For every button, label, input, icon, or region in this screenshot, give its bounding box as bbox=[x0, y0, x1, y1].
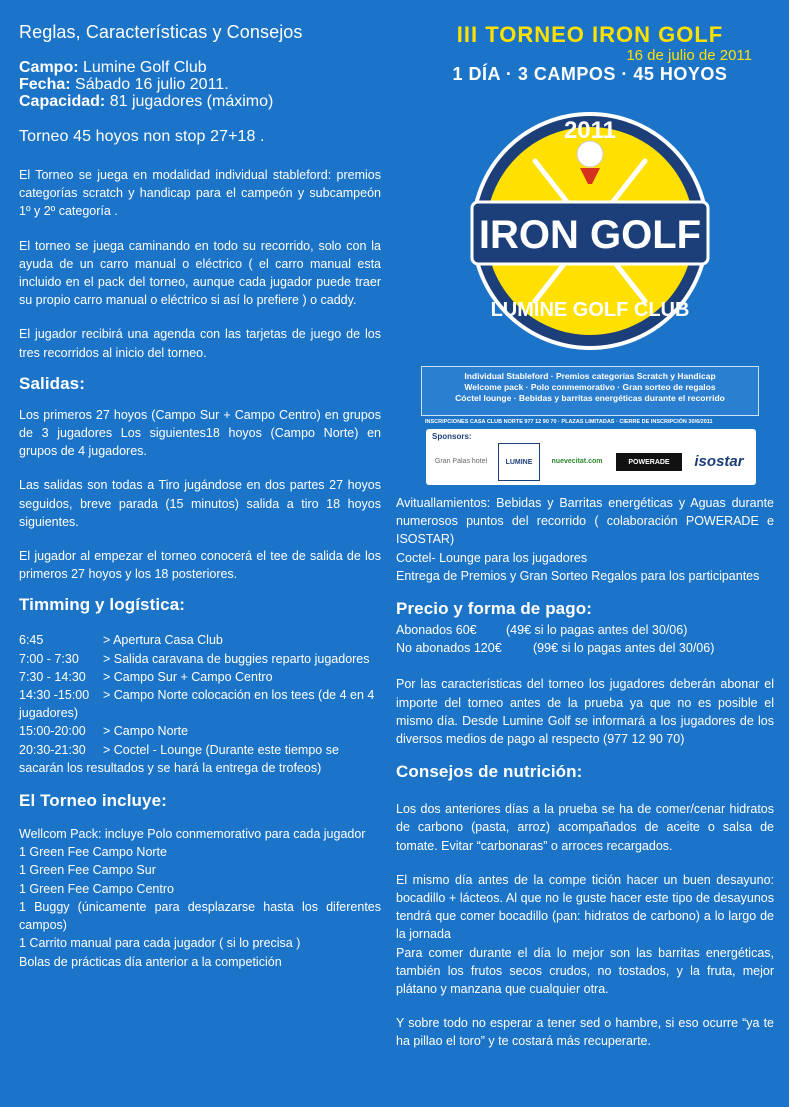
sponsors-box bbox=[426, 429, 756, 485]
paragraph-salidas-tee: El jugador al empezar el torneo conocerá el tee de salida de los primeros 27 hoyos y los 18 posteriores. bbox=[19, 549, 381, 582]
timeline-time: 6:45 bbox=[19, 633, 44, 648]
abonados-note: (49€ si lo pagas antes del 30/06) bbox=[506, 623, 688, 638]
torneo-title: Torneo 45 hoyos non stop 27+18 . bbox=[19, 128, 265, 145]
list-item: Wellcom Pack: incluye Polo conmemorativo para cada jugador bbox=[19, 827, 366, 842]
precio-no-abonados bbox=[396, 639, 774, 657]
iron-golf-logo bbox=[440, 106, 740, 356]
fecha-label: Fecha: bbox=[19, 76, 71, 93]
timeline-row bbox=[19, 722, 381, 740]
capacidad-value: 81 jugadores (máximo) bbox=[105, 93, 274, 110]
timeline-row bbox=[19, 741, 381, 777]
poster-header bbox=[410, 22, 770, 85]
capacidad-label: Capacidad: bbox=[19, 93, 106, 110]
paragraph-nutricion-4: Y sobre todo no esperar a tener sed o hambre, si eso ocurre “ya te ha pillao el toro” y te costará más recuperarte. bbox=[396, 1016, 774, 1049]
timeline-time: 7:00 - 7:30 bbox=[19, 651, 79, 666]
list-item: 1 Carrito manual para cada jugador ( si lo precisa ) bbox=[19, 936, 301, 951]
paragraph-agenda: El jugador recibirá una agenda con las tarjetas de juego de los tres recorridos al inicio del torneo. bbox=[19, 327, 381, 360]
paragraph-nutricion-1: Los dos anteriores días a la prueba se ha de comer/cenar hidratos de carbono (pasta, arroz) acompañados de aceite o salsa de tomate. Evitar “carbonaras” o arroces recargados. bbox=[396, 802, 774, 853]
campo-value: Lumine Golf Club bbox=[78, 59, 207, 76]
feature-line: Individual Stableford · Premios categorías Scratch y Handicap bbox=[464, 371, 716, 381]
timeline-desc: > Campo Sur + Campo Centro bbox=[103, 669, 273, 684]
paragraph-salidas-grupos: Los primeros 27 hoyos (Campo Sur + Campo Centro) en grupos de 3 jugadores Los siguientes18 hoyos (Campo Norte) en grupos de 4 jugadores. bbox=[19, 407, 381, 459]
paragraph-premios: Entrega de Premios y Gran Sorteo Regalos para los participantes bbox=[396, 568, 760, 583]
precio-title: Precio y forma de pago: bbox=[396, 599, 592, 619]
logo-name: IRON GOLF bbox=[478, 213, 702, 257]
logo-club: LUMINE GOLF CLUB bbox=[490, 299, 690, 321]
inscripciones-note: INSCRIPCIONES CASA CLUB NORTE 977 12 90 70 · PLAZAS LIMITADAS · CIERRE DE INSCRIPCIÓN 30/6/2011 bbox=[425, 419, 713, 425]
poster-subtitle: 1 DÍA · 3 CAMPOS · 45 HOYOS bbox=[452, 64, 728, 84]
no-abonados-price: No abonados 120€ bbox=[396, 641, 502, 656]
sponsor-nuevecitat: nuevecitat.com bbox=[551, 457, 603, 465]
poster-date: 16 de julio de 2011 bbox=[626, 47, 752, 64]
timeline-time: 7:30 - 14:30 bbox=[19, 669, 86, 684]
timeline bbox=[19, 631, 381, 777]
list-item: Bolas de prácticas día anterior a la competición bbox=[19, 954, 282, 969]
no-abonados-note: (99€ si lo pagas antes del 30/06) bbox=[533, 641, 715, 656]
paragraph-nutricion-2: El mismo día antes de la compe tición hacer un buen desayuno: bocadillo + lácteos. Al que no le guste hacer este tipo de desayunos tendrá que comer bocadillo (pan: hidratos de carbono) a lo largo de la jornada bbox=[396, 872, 774, 942]
event-info bbox=[19, 59, 381, 110]
sponsor-gran-palas: Gran Palas hotel bbox=[434, 457, 488, 465]
timeline-desc: > Salida caravana de buggies reparto jugadores bbox=[103, 651, 370, 666]
paragraph-modalidad: El Torneo se juega en modalidad individual stableford: premios categorías scratch y handicap para el campeón y subcampeón 1º y 2º categoría . bbox=[19, 168, 381, 219]
right-column bbox=[396, 494, 774, 1051]
campo-label: Campo: bbox=[19, 59, 79, 76]
page-heading: Reglas, Características y Consejos bbox=[19, 22, 303, 42]
paragraph-avituallamientos: Avituallamientos: Bebidas y Barritas energéticas y Aguas durante numerosos puntos del recorrido ( colaboración POWERADE e ISOSTAR) bbox=[396, 496, 774, 547]
list-item: 1 Green Fee Campo Centro bbox=[19, 881, 174, 896]
sponsor-powerade: POWERADE bbox=[616, 453, 682, 471]
timeline-row bbox=[19, 686, 381, 722]
paragraph-recorrido: El torneo se juega caminando en todo su recorrido, solo con la ayuda de un carro manual o eléctrico ( el carro manual esta incluido en el pack del torneo, aunque cada jugador puede traer su propio carro manual o eléctrico si así lo prefiere ) o caddy. bbox=[19, 238, 381, 308]
incluye-title: El Torneo incluye: bbox=[19, 791, 167, 811]
left-column bbox=[19, 22, 381, 971]
feature-line: Cóctel lounge · Bebidas y barritas energéticas durante el recorrido bbox=[455, 393, 725, 403]
list-item: 1 Green Fee Campo Sur bbox=[19, 863, 156, 878]
paragraph-coctel: Coctel- Lounge para los jugadores bbox=[396, 550, 588, 565]
timeline-time: 14:30 -15:00 bbox=[19, 688, 90, 703]
paragraph-pago: Por las características del torneo los jugadores deberán abonar el importe del torneo antes de la prueba ya que no es posible el mismo día. Desde Lumine Golf se informará a los jugadores de los diversos medios de pago al respecto (977 12 90 70) bbox=[396, 677, 774, 747]
timeline-desc: > Coctel - Lounge (Durante este tiempo se sacarán los resultados y se hará la entrega de trofeos) bbox=[19, 742, 339, 775]
logo-year: 2011 bbox=[563, 117, 617, 144]
timeline-time: 20:30-21:30 bbox=[19, 742, 86, 757]
timeline-desc: > Apertura Casa Club bbox=[103, 633, 223, 648]
sponsor-isostar: isostar bbox=[694, 452, 744, 470]
timeline-desc: > Campo Norte colocación en los tees (de 4 en 4 jugadores) bbox=[19, 688, 375, 721]
incluye-list bbox=[19, 825, 381, 971]
timeline-time: 15:00-20:00 bbox=[19, 724, 86, 739]
precio-abonados bbox=[396, 621, 774, 639]
timeline-row bbox=[19, 650, 381, 668]
nutricion-title: Consejos de nutrición: bbox=[396, 762, 583, 782]
list-item: 1 Buggy (únicamente para desplazarse hasta los diferentes campos) bbox=[19, 899, 381, 933]
timeline-row bbox=[19, 631, 381, 649]
golf-ball-icon bbox=[577, 141, 603, 167]
feature-line: Welcome pack · Polo conmemorativo · Gran sorteo de regalos bbox=[464, 382, 716, 392]
abonados-price: Abonados 60€ bbox=[396, 623, 477, 638]
poster-title: III TORNEO IRON GOLF bbox=[456, 22, 724, 47]
fecha-value: Sábado 16 julio 2011. bbox=[70, 76, 229, 93]
list-item: 1 Green Fee Campo Norte bbox=[19, 845, 167, 860]
sponsor-lumine: LUMINE bbox=[498, 443, 540, 481]
timming-title: Timming y logística: bbox=[19, 595, 186, 615]
paragraph-nutricion-3: Para comer durante el día lo mejor son las barritas energéticas, también los frutos secos crudos, no tostados, y la fruta, mejor plátano y manzana que cualquier otra. bbox=[396, 945, 774, 997]
features-box bbox=[421, 366, 759, 416]
timeline-desc: > Campo Norte bbox=[103, 724, 189, 739]
salidas-title: Salidas: bbox=[19, 373, 85, 393]
timeline-row bbox=[19, 668, 381, 686]
sponsors-label: Sponsors: bbox=[432, 432, 472, 441]
paragraph-salidas-tiro: Las salidas son todas a Tiro jugándose en dos partes 27 hoyos seguidos, breve parada (15 minutos) salida a tiro 18 hoyos siguientes. bbox=[19, 478, 381, 529]
